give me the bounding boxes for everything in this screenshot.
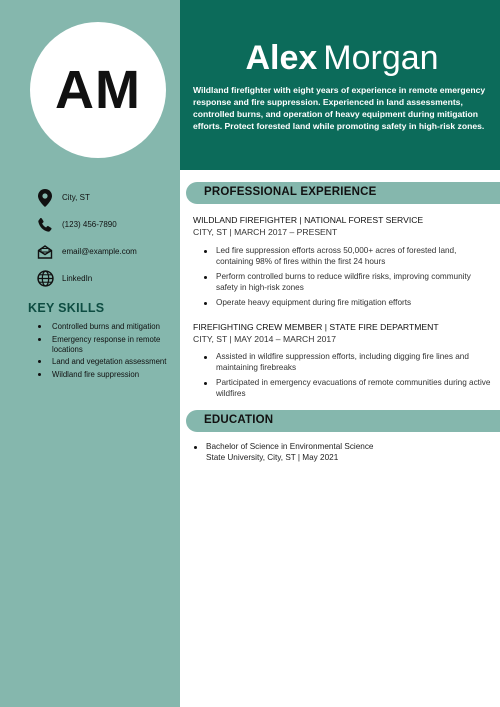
- experience-section-bar: [186, 182, 500, 204]
- linkedin-text[interactable]: LinkedIn: [62, 274, 93, 283]
- job-meta: CITY, ST | MARCH 2017 – PRESENT: [193, 227, 338, 237]
- candidate-name: [192, 38, 492, 78]
- first-name: Alex: [245, 39, 318, 77]
- education-heading: EDUCATION: [204, 414, 274, 426]
- job-bullet: Perform controlled burns to reduce wildfire risks, improving community safety in high-risk zones: [193, 272, 493, 293]
- contact-linkedin: [36, 265, 176, 292]
- job-title: FIREFIGHTING CREW MEMBER | STATE FIRE DEPARTMENT: [193, 322, 439, 332]
- profile-summary: Wildland firefighter with eight years of experience in remote emergency response and fire suppression. Experienced in land assessments, controlled burns, and operation of heavy equipment during mitigation efforts. Protect forested land while promoting safety in high-risk zones.: [193, 85, 486, 131]
- job-title: WILDLAND FIREFIGHTER | NATIONAL FOREST SERVICE: [193, 215, 424, 225]
- education-entry: [193, 442, 493, 463]
- contact-location: [36, 184, 176, 211]
- job-bullet: Operate heavy equipment during fire mitigation efforts: [193, 298, 493, 309]
- job-bullets: [193, 246, 493, 314]
- initials: AM: [55, 60, 141, 120]
- skills-heading: KEY SKILLS: [28, 301, 105, 315]
- skill-item: Land and vegetation assessment: [28, 357, 174, 367]
- experience-heading: PROFESSIONAL EXPERIENCE: [204, 186, 377, 198]
- skills-list: [28, 322, 174, 383]
- education-section-bar: [186, 410, 500, 432]
- contact-phone: [36, 211, 176, 238]
- email-icon: [36, 243, 54, 261]
- education-degree: Bachelor of Science in Environmental Science: [193, 442, 493, 453]
- skill-item: Controlled burns and mitigation: [28, 322, 174, 332]
- contact-email: [36, 238, 176, 265]
- phone-icon: [36, 216, 54, 234]
- education-school: State University, City, ST | May 2021: [206, 452, 339, 462]
- skill-item: Wildland fire suppression: [28, 370, 174, 380]
- job-bullets: [193, 352, 493, 404]
- job-bullet: Assisted in wildfire suppression efforts, including digging fire lines and maintaining firebreaks: [193, 352, 493, 373]
- email-text[interactable]: email@example.com: [62, 247, 137, 256]
- avatar: [30, 22, 166, 158]
- skill-item: Emergency response in remote locations: [28, 335, 174, 355]
- job-meta: CITY, ST | MAY 2014 – MARCH 2017: [193, 334, 336, 344]
- globe-icon: [36, 270, 54, 288]
- location-text: City, ST: [62, 193, 90, 202]
- job-bullet: Led fire suppression efforts across 50,000+ acres of forested land, containing 98% of fires within the first 24 hours: [193, 246, 493, 267]
- phone-text: (123) 456-7890: [62, 220, 117, 229]
- last-name: Morgan: [323, 39, 439, 77]
- job-bullet: Participated in emergency evacuations of remote communities during active wildfires: [193, 378, 493, 399]
- contact-list: [36, 184, 176, 292]
- location-pin-icon: [36, 189, 54, 207]
